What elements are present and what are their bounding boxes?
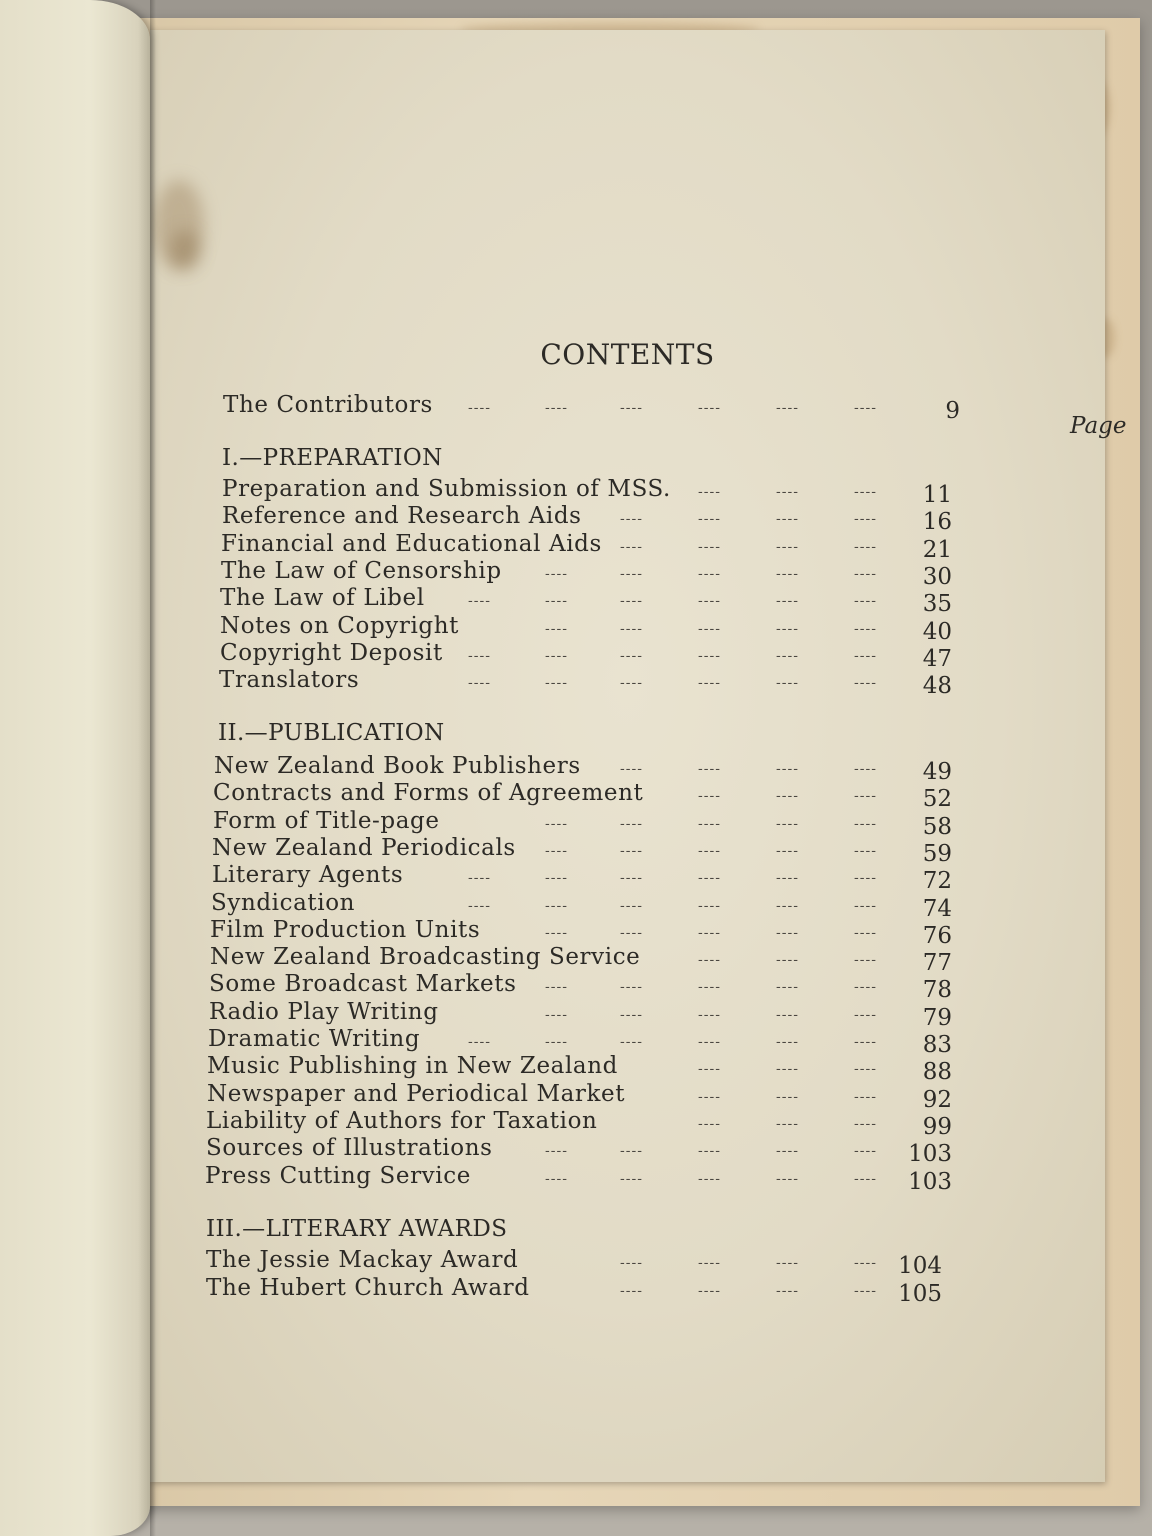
toc-entry-title: Some Broadcast Markets [209, 971, 517, 998]
section-heading: I.—PREPARATION [222, 445, 443, 471]
leader-dots: ---- [776, 1006, 799, 1023]
toc-entry [220, 585, 1010, 618]
leader-dots: ---- [545, 842, 568, 859]
leader-dots: ---- [545, 1006, 568, 1023]
leader-dots: ---- [698, 1006, 721, 1023]
leader-dots: ---- [698, 1034, 721, 1050]
leader-dots: ---- [698, 897, 721, 914]
toc-entry-page-number: 49 [922, 759, 952, 785]
contents-heading: CONTENTS [540, 338, 715, 371]
leader-dots: ---- [854, 788, 877, 805]
toc-entry [213, 807, 1010, 840]
toc-entry-page-number: 104 [898, 1253, 942, 1279]
leader-dots: ---- [854, 924, 877, 941]
leader-dots: ---- [620, 815, 643, 832]
leader-dots: ---- [620, 1255, 643, 1271]
leader-dots: ---- [698, 952, 721, 969]
toc-entry [222, 503, 1010, 536]
toc-entry-title: Preparation and Submission of MSS. [222, 476, 671, 502]
leader-dots: ---- [620, 761, 643, 777]
leader-dots: ---- [776, 1034, 799, 1050]
toc-entry-title: Music Publishing in New Zealand [207, 1053, 618, 1080]
leader-dots: ---- [854, 647, 877, 664]
leader-dots: ---- [698, 788, 721, 805]
toc-entry [213, 780, 1010, 813]
toc-entry-title: Dramatic Writing [208, 1026, 421, 1052]
leader-dots: ---- [854, 979, 877, 996]
leader-dots: ---- [776, 1283, 799, 1299]
page-fold-shadow [150, 0, 156, 1536]
leader-dots: ---- [620, 565, 643, 582]
leader-dots: ---- [620, 897, 643, 914]
toc-entry [208, 1026, 1010, 1058]
leader-dots: ---- [698, 400, 721, 416]
toc-entry [221, 557, 1010, 590]
toc-entry-title: Contracts and Forms of Agreement [213, 780, 644, 807]
toc-entry-page-number: 105 [898, 1281, 942, 1307]
leader-dots: ---- [776, 842, 799, 859]
toc-entry-page-number: 88 [922, 1059, 952, 1086]
contents-page [150, 30, 1127, 1482]
leader-dots: ---- [854, 1115, 877, 1132]
toc-entry-title: New Zealand Book Publishers [214, 753, 581, 779]
leader-dots: ---- [620, 400, 643, 416]
leader-dots: ---- [698, 1088, 721, 1105]
leader-dots: ---- [854, 761, 877, 777]
toc-entry-title: Sources of Illustrations [206, 1135, 493, 1162]
leader-dots: ---- [776, 1061, 799, 1078]
toc-entry-page-number: 16 [922, 509, 952, 536]
leader-dots: ---- [854, 620, 877, 637]
leader-dots: ---- [698, 593, 721, 610]
leader-dots: ---- [545, 924, 568, 941]
leader-dots: ---- [776, 565, 799, 582]
leader-dots: ---- [468, 897, 491, 914]
leader-dots: ---- [776, 924, 799, 941]
leader-dots: ---- [776, 1170, 799, 1187]
leader-dots: ---- [545, 815, 568, 832]
leader-dots: ---- [854, 675, 877, 692]
facing-page [0, 0, 150, 1536]
leader-dots: ---- [620, 647, 643, 664]
toc-entry-title: The Contributors [223, 392, 433, 418]
leader-dots: ---- [545, 979, 568, 996]
toc-entry [220, 639, 1010, 672]
toc-entry [206, 1247, 1010, 1279]
toc-entry-page-number: 103 [908, 1168, 952, 1195]
leader-dots: ---- [854, 1283, 877, 1299]
leader-dots: ---- [698, 1170, 721, 1187]
leader-dots: ---- [854, 538, 877, 555]
toc-entry [212, 862, 1010, 895]
leader-dots: ---- [776, 1115, 799, 1132]
page-column-label: Page [1070, 413, 1127, 439]
leader-dots: ---- [620, 1170, 643, 1187]
leader-dots: ---- [698, 979, 721, 996]
leader-dots: ---- [545, 593, 568, 610]
section-heading: II.—PUBLICATION [218, 720, 445, 746]
leader-dots: ---- [854, 1088, 877, 1105]
toc-entry-title: Financial and Educational Aids [221, 530, 602, 557]
leader-dots: ---- [468, 647, 491, 664]
leader-dots: ---- [698, 675, 721, 692]
toc-entry-page-number: 83 [922, 1032, 952, 1058]
leader-dots: ---- [776, 1143, 799, 1160]
toc-entry-page-number: 21 [922, 536, 952, 563]
leader-dots: ---- [620, 593, 643, 610]
toc-entry [219, 667, 1010, 700]
toc-entry-title: Copyright Deposit [220, 639, 443, 666]
toc-entry [210, 916, 1010, 949]
leader-dots: ---- [854, 897, 877, 914]
leader-dots: ---- [698, 1283, 721, 1299]
toc-entry-page-number: 74 [922, 895, 952, 922]
toc-entry-page-number: 40 [922, 618, 952, 645]
toc-entry-title: The Law of Censorship [221, 557, 502, 584]
leader-dots: ---- [854, 870, 877, 887]
toc-entry-title: New Zealand Periodicals [212, 834, 516, 861]
toc-entry-page-number: 58 [922, 813, 952, 840]
toc-entry-title: Film Production Units [210, 916, 481, 943]
toc-entry-page-number: 47 [922, 645, 952, 672]
toc-entry-title: Radio Play Writing [209, 998, 439, 1025]
leader-dots: ---- [620, 620, 643, 637]
leader-dots: ---- [854, 1006, 877, 1023]
toc-entry-title: Reference and Research Aids [222, 503, 582, 530]
leader-dots: ---- [545, 400, 568, 416]
toc-entry-page-number: 48 [922, 673, 952, 700]
toc-entry [211, 889, 1010, 922]
toc-entry-page-number: 103 [908, 1141, 952, 1168]
leader-dots: ---- [776, 1255, 799, 1271]
toc-entry-title: New Zealand Broadcasting Service [210, 944, 641, 971]
toc-entry-page-number: 52 [922, 786, 952, 813]
leader-dots: ---- [698, 620, 721, 637]
leader-dots: ---- [545, 620, 568, 637]
leader-dots: ---- [854, 1034, 877, 1050]
leader-dots: ---- [776, 400, 799, 416]
leader-dots: ---- [776, 761, 799, 777]
toc-entry [207, 1053, 1010, 1086]
leader-dots: ---- [854, 1061, 877, 1078]
leader-dots: ---- [776, 1088, 799, 1105]
leader-dots: ---- [620, 870, 643, 887]
leader-dots: ---- [468, 1034, 491, 1050]
toc-entry-title: Translators [219, 667, 360, 694]
leader-dots: ---- [620, 538, 643, 555]
leader-dots: ---- [854, 842, 877, 859]
toc-entry-title: Newspaper and Periodical Market [207, 1080, 626, 1107]
leader-dots: ---- [776, 511, 799, 528]
toc-entry-page-number: 99 [922, 1113, 952, 1140]
toc-entry-title: Literary Agents [212, 862, 404, 889]
leader-dots: ---- [854, 952, 877, 969]
leader-dots: ---- [468, 593, 491, 610]
leader-dots: ---- [776, 788, 799, 805]
leader-dots: ---- [854, 565, 877, 582]
leader-dots: ---- [698, 1255, 721, 1271]
leader-dots: ---- [620, 511, 643, 528]
leader-dots: ---- [776, 647, 799, 664]
leader-dots: ---- [698, 761, 721, 777]
leader-dots: ---- [698, 842, 721, 859]
toc-entry-title: Liability of Authors for Taxation [206, 1107, 598, 1134]
toc-entry [205, 1162, 1010, 1195]
toc-entry [206, 1107, 1010, 1140]
toc-entry-title: Form of Title-page [213, 807, 440, 834]
section-heading: III.—LITERARY AWARDS [206, 1216, 508, 1242]
toc-entry-title: The Hubert Church Award [206, 1275, 530, 1301]
leader-dots: ---- [468, 675, 491, 692]
toc-entry-page-number: 11 [922, 482, 952, 508]
toc-entry [223, 392, 1010, 424]
toc-entry [212, 834, 1010, 867]
leader-dots: ---- [776, 979, 799, 996]
leader-dots: ---- [854, 484, 877, 500]
leader-dots: ---- [620, 842, 643, 859]
toc-entry [222, 476, 1010, 508]
leader-dots: ---- [854, 1255, 877, 1271]
toc-entry [214, 753, 1010, 785]
leader-dots: ---- [545, 870, 568, 887]
leader-dots: ---- [468, 870, 491, 887]
leader-dots: ---- [776, 815, 799, 832]
leader-dots: ---- [620, 675, 643, 692]
leader-dots: ---- [620, 1034, 643, 1050]
leader-dots: ---- [854, 1170, 877, 1187]
leader-dots: ---- [698, 1143, 721, 1160]
leader-dots: ---- [545, 1034, 568, 1050]
leader-dots: ---- [545, 1143, 568, 1160]
leader-dots: ---- [776, 538, 799, 555]
leader-dots: ---- [468, 400, 491, 416]
leader-dots: ---- [776, 620, 799, 637]
leader-dots: ---- [545, 897, 568, 914]
toc-entry-title: Press Cutting Service [205, 1162, 471, 1189]
leader-dots: ---- [854, 400, 877, 416]
toc-entry [206, 1135, 1010, 1168]
toc-entry-page-number: 9 [945, 398, 960, 424]
leader-dots: ---- [545, 1170, 568, 1187]
leader-dots: ---- [620, 1283, 643, 1299]
leader-dots: ---- [698, 511, 721, 528]
leader-dots: ---- [620, 924, 643, 941]
toc-entry-page-number: 30 [922, 563, 952, 590]
leader-dots: ---- [698, 484, 721, 500]
toc-entry-page-number: 76 [922, 922, 952, 949]
leader-dots: ---- [776, 484, 799, 500]
leader-dots: ---- [854, 593, 877, 610]
toc-entry-page-number: 59 [922, 840, 952, 867]
leader-dots: ---- [698, 647, 721, 664]
toc-entry-page-number: 92 [922, 1086, 952, 1113]
toc-entry-page-number: 72 [922, 868, 952, 895]
leader-dots: ---- [545, 675, 568, 692]
leader-dots: ---- [698, 565, 721, 582]
toc-entry-title: The Jessie Mackay Award [206, 1247, 519, 1273]
toc-entry-title: Notes on Copyright [220, 612, 460, 639]
leader-dots: ---- [854, 511, 877, 528]
leader-dots: ---- [545, 647, 568, 664]
toc-entry-page-number: 77 [922, 950, 952, 977]
leader-dots: ---- [545, 565, 568, 582]
leader-dots: ---- [620, 1006, 643, 1023]
leader-dots: ---- [698, 815, 721, 832]
leader-dots: ---- [698, 538, 721, 555]
toc-entry [207, 1080, 1010, 1113]
leader-dots: ---- [854, 1143, 877, 1160]
leader-dots: ---- [776, 675, 799, 692]
leader-dots: ---- [698, 924, 721, 941]
leader-dots: ---- [698, 1115, 721, 1132]
toc-entry-title: The Law of Libel [220, 585, 425, 612]
toc-entry [209, 998, 1010, 1031]
leader-dots: ---- [776, 593, 799, 610]
toc-entry-page-number: 35 [922, 591, 952, 618]
leader-dots: ---- [776, 870, 799, 887]
toc-entry [210, 944, 1010, 977]
toc-entry-title: Syndication [211, 889, 356, 916]
toc-entry [221, 530, 1010, 563]
leader-dots: ---- [698, 870, 721, 887]
leader-dots: ---- [698, 1061, 721, 1078]
toc-entry-page-number: 78 [922, 977, 952, 1004]
leader-dots: ---- [620, 979, 643, 996]
leader-dots: ---- [854, 815, 877, 832]
toc-entry [220, 612, 1010, 645]
toc-entry [209, 971, 1010, 1004]
leader-dots: ---- [776, 952, 799, 969]
toc-entry [206, 1275, 1010, 1307]
toc-entry-page-number: 79 [922, 1004, 952, 1031]
leader-dots: ---- [776, 897, 799, 914]
leader-dots: ---- [620, 1143, 643, 1160]
